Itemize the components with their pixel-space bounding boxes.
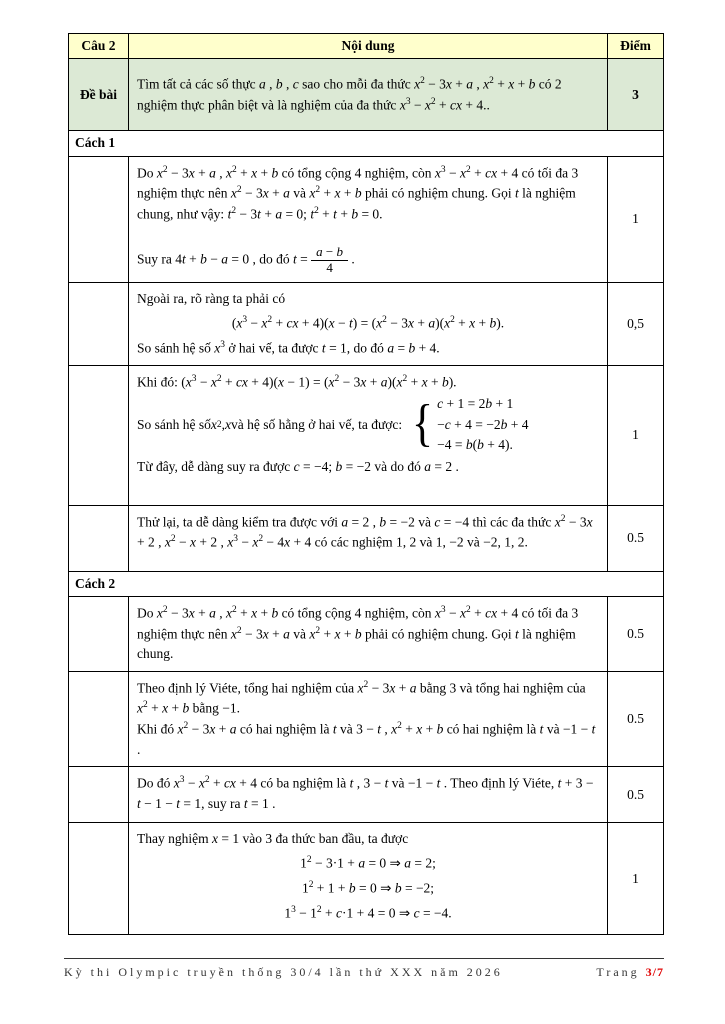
method2-section-label: Cách 2 <box>69 571 664 596</box>
method2-step2-row <box>69 671 664 767</box>
method1-step1-row <box>69 156 664 282</box>
method1-step2-score: 0,5 <box>608 282 664 365</box>
page-number: 3/7 <box>645 965 664 979</box>
method2-step2-content: Theo định lý Viéte, tổng hai nghiệm của $x^2 - 3x + a$ bằng 3 và tổng hai nghiệm của $x^2 + x + b$ bằng −1. Khi đó $x^2 - 3x + a$ có hai nghiệm là t và 3 − t , $x^2 + x + b$ có hai nghiệm là t và −1 − t . <box>129 671 608 767</box>
method2-step4-label-cell <box>69 823 129 935</box>
method1-step3-row <box>69 365 664 505</box>
method2-step2-score: 0.5 <box>608 671 664 767</box>
method1-step4-label-cell <box>69 505 129 571</box>
method1-step1-content: Do $x^2 - 3x + a$ , $x^2 + x + b$ có tổng cộng 4 nghiệm, còn $x^3 - x^2$ + cx + 4 có tối đa 3 nghiệm thực nên $x^2 - 3x + a$ và $x^2 + x + b$ phải có nghiệm chung. Gọi t là nghiệm chung, như vậy: $t^2 - 3t + a = 0$; $t^2 + t + b = 0$. Suy ra 4t + b − a = 0 , do đó t = $\frac{a - b}{4}$ . <box>129 156 608 282</box>
method1-step4-score: 0.5 <box>608 505 664 571</box>
page-footer <box>64 958 664 980</box>
method2-section-row <box>69 571 664 596</box>
method2-step3-label-cell <box>69 767 129 823</box>
header-score-cell: Điểm <box>608 34 664 59</box>
footer-page-label: Trang <box>596 965 640 979</box>
footer-page-info <box>596 965 664 980</box>
problem-statement: Tìm tất cả các số thực a , b , c sao cho mỗi đa thức $x^2 - 3x + a$ , $x^2 + x + b$ có 2 nghiệm thực phân biệt và là nghiệm của đa thức $x^3 - x^2$ + cx + 4.. <box>129 59 608 131</box>
method1-step4-row <box>69 505 664 571</box>
footer-exam-title: Kỳ thi Olympic truyền thống 30/4 lần thứ XXX năm 2026 <box>64 965 503 979</box>
method1-step2-row <box>69 282 664 365</box>
method2-step3-row <box>69 767 664 823</box>
header-question-cell: Câu 2 <box>69 34 129 59</box>
method2-step4-content: Thay nghiệm x = 1 vào 3 đa thức ban đầu, ta được $1^2 - 3\cdot 1 + a = 0$ ⇒ a = 2; $1^2 + 1 + b = 0$ ⇒ b = −2; $1^3 - 1^2 + c\cdot 1 + 4 = 0$ ⇒ c = −4. <box>129 823 608 935</box>
method1-step3-score: 1 <box>608 365 664 505</box>
problem-label: Đề bài <box>69 59 129 131</box>
method1-section-label: Cách 1 <box>69 131 664 156</box>
method1-step1-score: 1 <box>608 156 664 282</box>
method2-step1-score: 0.5 <box>608 596 664 671</box>
method2-step4-score: 1 <box>608 823 664 935</box>
method1-step2-content: Ngoài ra, rõ ràng ta phải có ($x^3 - x^2$ + cx + $4)(x - t) = (x^2 - 3x + a)(x^2 + x + b)$. So sánh hệ số $x^3$ ở hai vế, ta được t = 1, do đó a = b + 4. <box>129 282 608 365</box>
method2-step3-score: 0.5 <box>608 767 664 823</box>
method1-step2-label-cell <box>69 282 129 365</box>
problem-row <box>69 59 664 131</box>
problem-score: 3 <box>608 59 664 131</box>
method1-section-row <box>69 131 664 156</box>
method1-step3-label-cell <box>69 365 129 505</box>
header-content-cell: Nội dung <box>129 34 608 59</box>
method2-step1-label-cell <box>69 596 129 671</box>
method2-step3-content: Do đó $x^3 - x^2$ + cx + 4 có ba nghiệm là t , 3 − t và −1 − t . Theo định lý Viéte, t + 3 − t − 1 − t = 1, suy ra t = 1 . <box>129 767 608 823</box>
method2-step4-row <box>69 823 664 935</box>
method2-step1-row <box>69 596 664 671</box>
method2-step2-label-cell <box>69 671 129 767</box>
table-header-row <box>69 34 664 59</box>
method1-step4-content: Thử lại, ta dễ dàng kiểm tra được với a = 2 , b = −2 và c = −4 thì các đa thức $x^2 - 3x + 2$ , $x^2 - x + 2$ , $x^3 - x^2 - 4x + 4$ có các nghiệm 1, 2 và 1, −2 và −2, 1, 2. <box>129 505 608 571</box>
rubric-table <box>68 33 664 935</box>
method2-step1-content: Do $x^2 - 3x + a$ , $x^2 + x + b$ có tổng cộng 4 nghiệm, còn $x^3 - x^2$ + cx + 4 có tối đa 3 nghiệm thực nên $x^2 - 3x + a$ và $x^2 + x + b$ phải có nghiệm chung. Gọi t là nghiệm chung. <box>129 596 608 671</box>
method1-step1-label-cell <box>69 156 129 282</box>
method1-step3-content: Khi đó: ($x^3 - x^2$ + cx + $4)(x - 1) = (x^2 - 3x + a)(x^2 + x + b)$. So sánh hệ số x 2 , x và hệ số hằng ở hai vế, ta được: { c + 1 = 2b + 1 −c + 4 = −2b + 4 −4 = b(b + 4). Từ đây, dễ dàng suy ra được c = −4; b = −2 và do đó a = 2 . <box>129 365 608 505</box>
